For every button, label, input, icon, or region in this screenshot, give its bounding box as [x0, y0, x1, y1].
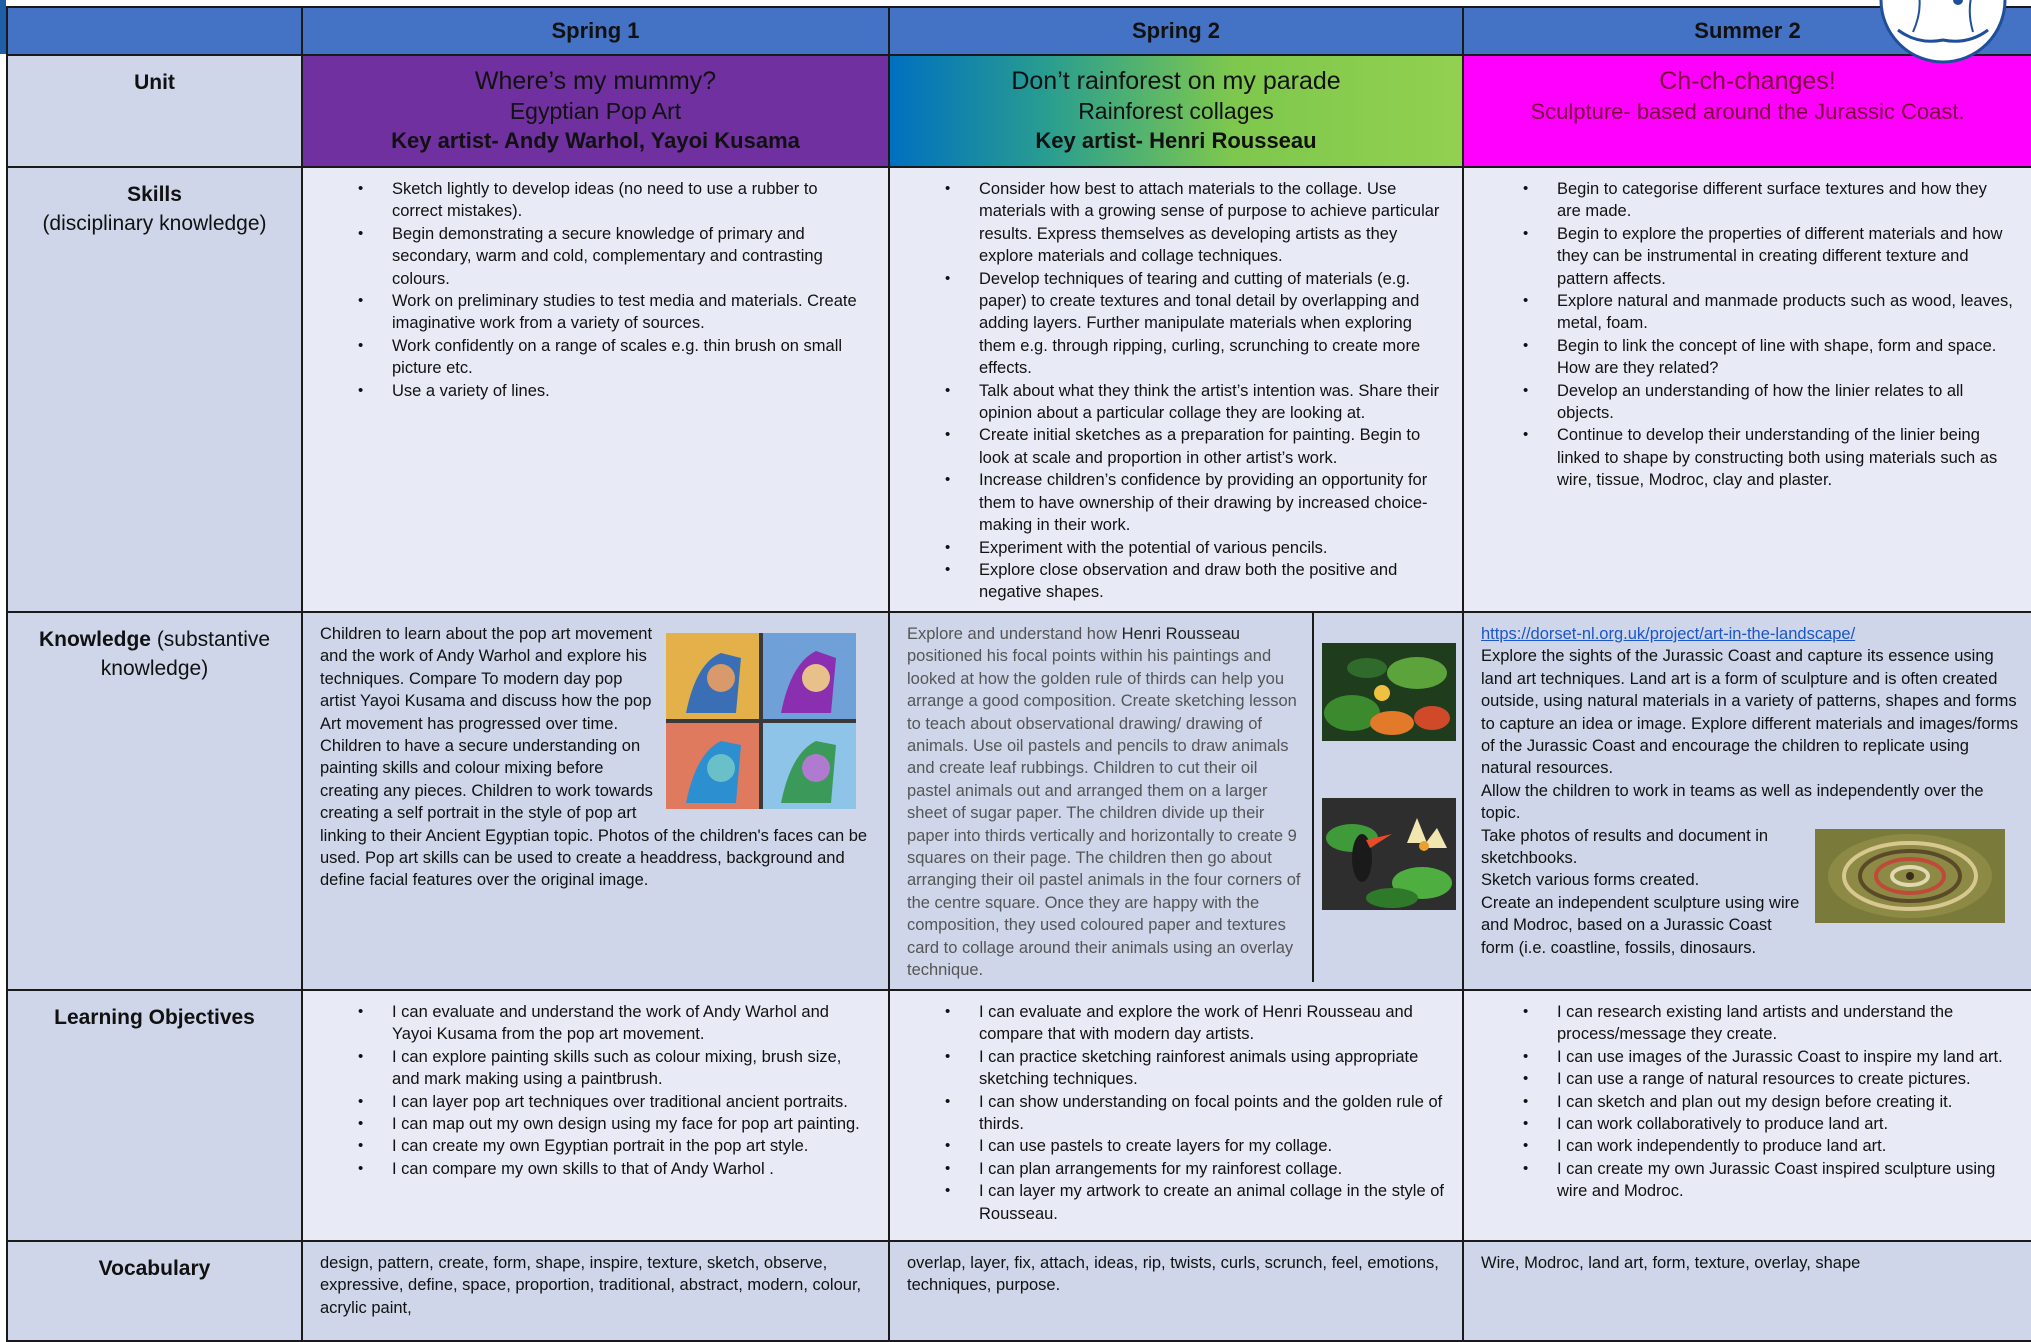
skills-cell-summer2 [1463, 167, 2031, 612]
vocabulary-text: design, pattern, create, form, shape, inspire, texture, sketch, observe, expressive, define, space, proportion, traditional, abstract, modern, colour, acrylic paint, [320, 1254, 862, 1317]
list-item: • Increase children’s confidence by providing an opportunity for them to have ownership of their drawing by increased choice-making in their work. [979, 469, 1444, 536]
list-item: • Begin to explore the properties of different materials and how they can be instrumental in creating different texture and pattern affects. [1557, 223, 2013, 290]
land-art-spiral-image [1815, 829, 2005, 923]
vocabulary-text: Wire, Modroc, land art, form, texture, overlay, shape [1481, 1254, 1861, 1272]
objectives-list [890, 991, 1462, 1225]
unit-key-artist: Key artist- Henri Rousseau [1035, 128, 1317, 153]
list-item: • I can use pastels to create layers for my collage. [979, 1135, 1444, 1157]
header-row [7, 7, 2031, 55]
list-item: • Begin to link the concept of line with shape, form and space. How are they related? [1557, 335, 2013, 380]
unit-title: Don’t rainforest on my parade [1011, 67, 1341, 95]
knowledge-cell-summer2 [1463, 612, 2031, 990]
list-item: • I can use a range of natural resources to create pictures. [1557, 1068, 2013, 1090]
rainforest-collage-image [1322, 643, 1456, 741]
unit-cell-spring1 [302, 55, 889, 167]
row-label-vocabulary-text: Vocabulary [98, 1257, 211, 1280]
knowledge-paragraph: Take photos of results and document in sketchbooks. [1481, 826, 1769, 868]
list-item: • I can evaluate and explore the work of Henri Rousseau and compare that with modern day artists. [979, 1001, 1444, 1046]
list-item: • I can use images of the Jurassic Coast to inspire my land art. [1557, 1046, 2013, 1068]
vocabulary-cell-spring1 [302, 1241, 889, 1341]
list-item: • I can layer pop art techniques over traditional ancient portraits. [392, 1091, 870, 1113]
column-header-spring2: Spring 2 [889, 7, 1463, 55]
knowledge-paragraph: Allow the children to work in teams as well as independently over the topic. [1481, 781, 1984, 823]
list-item: • I can explore painting skills such as colour mixing, brush size, and mark making using a paintbrush. [392, 1046, 870, 1091]
knowledge-paragraph: Explore the sights of the Jurassic Coast and capture its essence using land art techniques. Land art is a form of sculpture and is often created outside, using natural materials in a variety of patterns, shapes and forms to capture an idea or image. Explore different materials and images/forms of the Jurassic Coast and encourage the children to replicate using natural resources. [1481, 647, 2019, 778]
skills-list [303, 168, 888, 402]
curriculum-table [6, 6, 2031, 1342]
header-corner [7, 7, 302, 55]
knowledge-text-spring2 [890, 613, 1315, 982]
vocabulary-cell-spring2 [889, 1241, 1463, 1341]
row-label-unit-text: Unit [134, 71, 175, 94]
list-item: • I can work independently to produce land art. [1557, 1135, 2013, 1157]
list-item: • Begin demonstrating a secure knowledge of primary and secondary, warm and cold, complementary and contrasting colours. [392, 223, 870, 290]
list-item: • Work confidently on a range of scales e.g. thin brush on small picture etc. [392, 335, 870, 380]
row-label-skills [7, 167, 302, 612]
unit-subtitle: Sculpture- based around the Jurassic Coast. [1530, 99, 1965, 124]
unit-key-artist: Key artist- Andy Warhol, Yayoi Kusama [391, 128, 800, 153]
knowledge-row [7, 612, 2031, 990]
unit-subtitle: Rainforest collages [1078, 98, 1274, 124]
knowledge-artist-name: Henri Rousseau [1121, 625, 1240, 643]
knowledge-content [1464, 613, 2031, 959]
list-item: • I can show understanding on focal points and the golden rule of thirds. [979, 1091, 1444, 1136]
row-label-knowledge-sub: (substantive knowledge) [100, 628, 271, 680]
list-item: • I can create my own Egyptian portrait in the pop art style. [392, 1135, 870, 1157]
toucan-collage-image [1322, 798, 1456, 910]
row-label-skills-bold: Skills [127, 183, 182, 206]
inner-column-divider [1312, 613, 1314, 982]
list-item: • I can work collaboratively to produce land art. [1557, 1113, 2013, 1135]
list-item: • I can research existing land artists and understand the process/message they create. [1557, 1001, 2013, 1046]
objectives-cell-spring1 [302, 990, 889, 1241]
unit-title: Ch-ch-changes! [1659, 67, 1836, 95]
skills-cell-spring2 [889, 167, 1463, 612]
unit-cell-spring2 [889, 55, 1463, 167]
list-item: • Consider how best to attach materials to the collage. Use materials with a growing sense of purpose to achieve particular results. Express themselves as developing artists as they explore materials and collage techniques. [979, 178, 1444, 268]
list-item: • Begin to categorise different surface textures and how they are made. [1557, 178, 2013, 223]
row-label-knowledge-bold: Knowledge [38, 628, 151, 651]
list-item: • Create initial sketches as a preparation for painting. Begin to look at scale and proportion in other artist’s work. [979, 424, 1444, 469]
list-item: • Develop an understanding of how the linier relates to all objects. [1557, 380, 2013, 425]
unit-cell-summer2 [1463, 55, 2031, 167]
list-item: • Sketch lightly to develop ideas (no need to use a rubber to correct mistakes). [392, 178, 870, 223]
pop-art-portraits-image [666, 633, 856, 809]
list-item: • Explore close observation and draw both the positive and negative shapes. [979, 559, 1444, 604]
list-item: • I can map out my own design using my face for pop art painting. [392, 1113, 870, 1135]
list-item: • I can layer my artwork to create an animal collage in the style of Rousseau. [979, 1180, 1444, 1225]
row-label-objectives-text: Learning Objectives [54, 1006, 255, 1029]
row-label-unit [7, 55, 302, 167]
vocabulary-cell-summer2 [1463, 1241, 2031, 1341]
knowledge-paragraph: Sketch various forms created. [1481, 871, 1700, 890]
knowledge-paragraph: Create an independent sculpture using wire and Modroc, based on a Jurassic Coast form (i.e. coastline, fossils, dinosaurs. [1481, 893, 1800, 957]
column-header-spring1: Spring 1 [302, 7, 889, 55]
vocabulary-row [7, 1241, 2031, 1341]
list-item: • Talk about what they think the artist’s intention was. Share their opinion about a particular collage they are looking at. [979, 380, 1444, 425]
knowledge-text-spring1: Children to learn about the pop art movement and the work of Andy Warhol and explore his techniques. Compare To modern day pop artist Yayoi Kusama and discuss how the pop Art movement has progressed over time. Children to have a secure understanding on painting skills and colour mixing before creating any pieces. Children to work towards creating a self portrait in the style of pop art linking to their Ancient Egyptian topic. Photos of the children's faces can be used. Pop art skills can be used to create a headdress, background and define facial features over the original image. [320, 625, 868, 890]
list-item: • I can evaluate and understand the work of Andy Warhol and Yayoi Kusama from the pop art movement. [392, 1001, 870, 1046]
vocabulary-text: overlap, layer, fix, attach, ideas, rip, twists, curls, scrunch, feel, emotions, techniques, purpose. [907, 1254, 1439, 1295]
list-item: • I can sketch and plan out my design before creating it. [1557, 1091, 2013, 1113]
objectives-cell-spring2 [889, 990, 1463, 1241]
skills-list [1464, 168, 2031, 492]
unit-row [7, 55, 2031, 167]
row-label-objectives [7, 990, 302, 1241]
unit-title: Where’s my mummy? [474, 67, 717, 95]
knowledge-cell-spring1 [302, 612, 889, 990]
row-label-skills-sub: (disciplinary knowledge) [42, 212, 267, 235]
list-item: • Work on preliminary studies to test media and materials. Create imaginative work from a variety of sources. [392, 290, 870, 335]
objectives-list [303, 991, 888, 1180]
list-item: • Develop techniques of tearing and cutting of materials (e.g. paper) to create textures and tonal detail by overlapping and adding layers. Further manipulate materials when exploring them e.g. through ripping, curling, scrunching to create more effects. [979, 268, 1444, 380]
objectives-row [7, 990, 2031, 1241]
skills-list [890, 168, 1462, 604]
skills-row [7, 167, 2031, 612]
list-item: • Continue to develop their understanding of the linier being linked to shape by constructing both using materials such as wire, tissue, Modroc, clay and plaster. [1557, 424, 2013, 491]
row-label-knowledge [7, 612, 302, 990]
knowledge-cell-spring2 [889, 612, 1463, 990]
list-item: • Experiment with the potential of various pencils. [979, 537, 1444, 559]
objectives-list [1464, 991, 2031, 1203]
list-item: • I can compare my own skills to that of Andy Warhol . [392, 1158, 870, 1180]
knowledge-content [303, 613, 888, 892]
row-label-vocabulary [7, 1241, 302, 1341]
unit-subtitle: Egyptian Pop Art [509, 98, 682, 124]
list-item: • I can plan arrangements for my rainforest collage. [979, 1158, 1444, 1180]
skills-cell-spring1 [302, 167, 889, 612]
land-art-link[interactable]: https://dorset-nl.org.uk/project/art-in-the-landscape/ [1481, 625, 1856, 643]
list-item: • I can create my own Jurassic Coast inspired sculpture using wire and Modroc. [1557, 1158, 2013, 1203]
knowledge-body: positioned his focal points within his paintings and looked at how the golden rule of thirds can help you arrange a good composition. Create sketching lesson to teach about observational drawing/ drawing of animals. Use oil pastels and pencils to draw animals and create leaf rubbings. Children to cut their oil pastel animals out and arranged them on a larger sheet of sugar paper. The children divide up their paper into thirds vertically and horizontally to create 9 squares on their page. The children then go about arranging their oil pastel animals in the four corners of the centre square. Once they are happy with the composition, they used coloured paper and textures card to collage around their animals using an overlay technique. [907, 647, 1301, 980]
list-item: • Explore natural and manmade products such as wood, leaves, metal, foam. [1557, 290, 2013, 335]
school-crest-icon [1878, 0, 2008, 64]
objectives-cell-summer2 [1463, 990, 2031, 1241]
knowledge-lead: Explore and understand how [907, 625, 1122, 643]
list-item: • I can practice sketching rainforest animals using appropriate sketching techniques. [979, 1046, 1444, 1091]
knowledge-content [890, 613, 1462, 982]
list-item: • Use a variety of lines. [392, 380, 870, 402]
column-header-summer2: Summer 2 [1463, 7, 2031, 55]
